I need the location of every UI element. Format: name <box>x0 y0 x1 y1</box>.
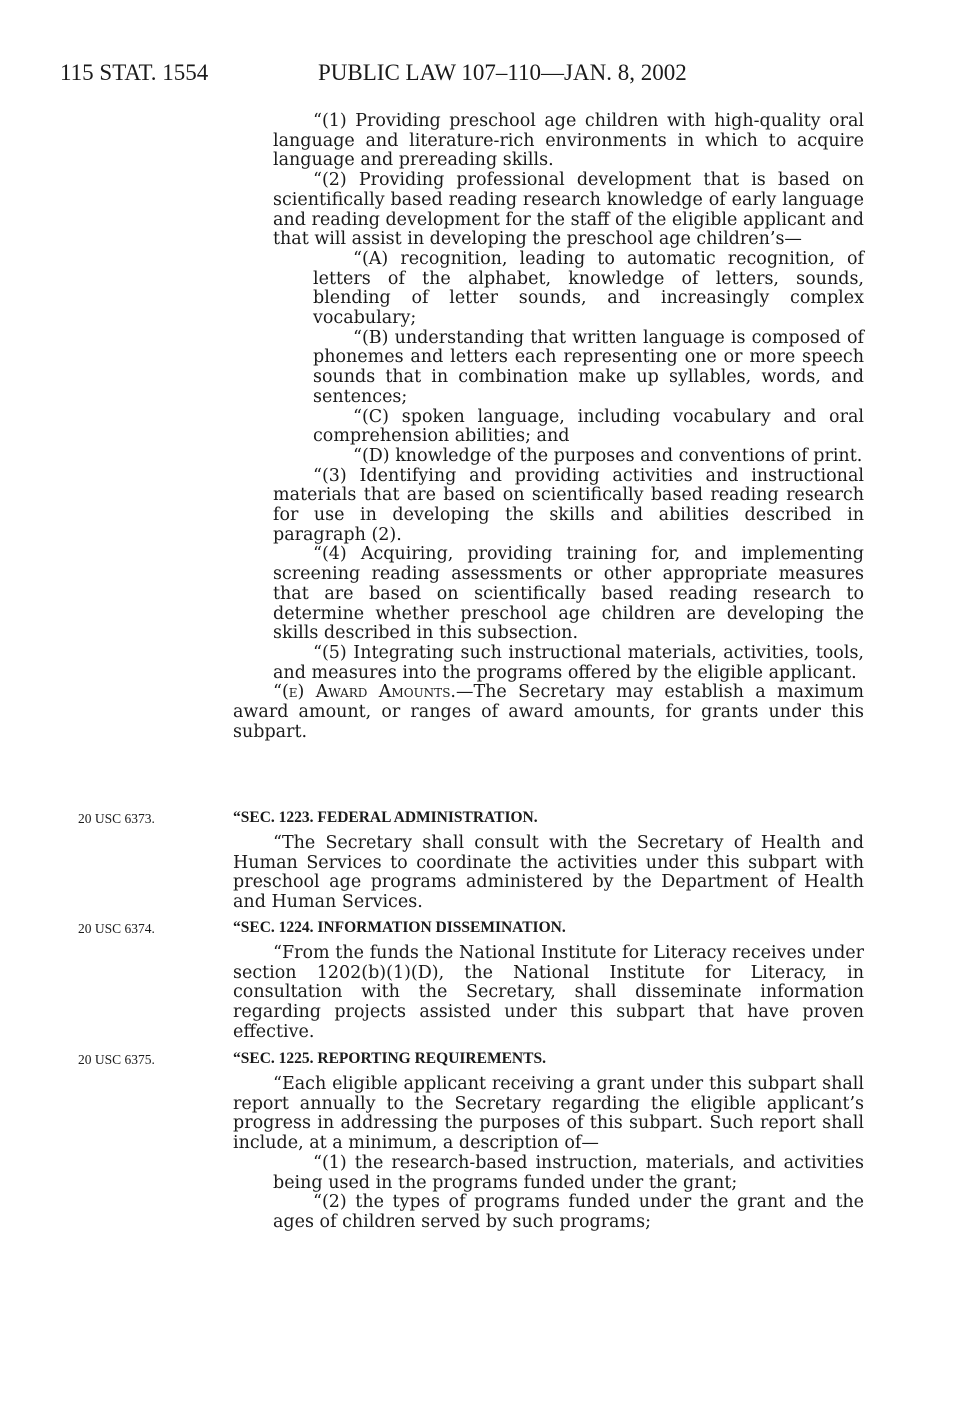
section-1225-item-2: “(2) the types of programs funded under the grant and the ages of children served by such programs; <box>273 1192 864 1232</box>
paragraph-2: “(2) Providing professional development that is based on scientifically based reading research knowledge of early language and reading development for the staff of the eligible applicant and that will assist in developing the preschool age children’s— <box>273 170 864 250</box>
usc-note-6373: 20 USC 6373. <box>78 811 155 826</box>
paragraph-5: “(5) Integrating such instructional materials, activities, tools, and measures into the programs offered by the eligible applicant. <box>273 642 864 683</box>
subparagraph-c: “(C) spoken language, including vocabulary and oral comprehension abilities; and <box>313 406 864 447</box>
subparagraph-a: “(A) recognition, leading to automatic recognition, of letters of the alphabet, knowledge of letters, sounds, blending of letter sounds, and increasingly complex vocabulary; <box>313 248 864 329</box>
section-1225-body <box>233 1075 864 1233</box>
section-1224-text: “From the funds the National Institute for Literacy receives under section 1202(b)(1)(D), the National Institute for Literacy, in consultation with the Secretary, shall disseminate information regarding projects assisted under this subpart that have proven effective. <box>233 943 864 1042</box>
subparagraph-b: “(B) understanding that written language is composed of phonemes and letters each representing one or more speech sounds that in combination make up syllables, words, and sentences; <box>313 327 864 407</box>
paragraph-4: “(4) Acquiring, providing training for, and implementing screening reading assessments or other appropriate measures that are based on scientifically based reading research to determine whether preschool age children are developing the skills described in this subsection. <box>273 544 864 644</box>
subsection-d-activities <box>233 112 864 743</box>
section-1224-heading: “SEC. 1224. INFORMATION DISSEMINATION. <box>233 919 566 936</box>
section-1225-item-1: “(1) the research-based instruction, materials, and activities being used in the programs funded under the grant; <box>273 1152 864 1193</box>
section-1223-body <box>233 834 864 913</box>
subsection-e <box>233 683 864 742</box>
subparagraph-d: “(D) knowledge of the purposes and conventions of print. <box>353 445 863 466</box>
section-1225-heading: “SEC. 1225. REPORTING REQUIREMENTS. <box>233 1050 546 1067</box>
section-1224-body <box>233 944 864 1043</box>
subsection-e-text: —The Secretary may establish a maximum award amount, or ranges of award amounts, for grants under this subpart. <box>233 682 864 742</box>
page-header <box>60 60 897 90</box>
section-1223-heading: “SEC. 1223. FEDERAL ADMINISTRATION. <box>233 809 538 826</box>
paragraph-3: “(3) Identifying and providing activities and instructional materials that are based on scientifically based reading research for use in developing the skills and abilities described in paragraph (2). <box>273 465 864 545</box>
stat-citation: 115 STAT. 1554 <box>60 60 209 85</box>
section-1223-text: “The Secretary shall consult with the Secretary of Health and Human Services to coordinate the activities under this subpart with preschool age programs administered by the Department of Health and Human Services. <box>233 833 864 913</box>
section-1225-text: “Each eligible applicant receiving a grant under this subpart shall report annually to the Secretary regarding the eligible applicant’s progress in addressing the purposes of this subpart. Such report shall include, at a minimum, a description of— <box>233 1074 864 1154</box>
public-law-title: PUBLIC LAW 107–110—JAN. 8, 2002 <box>318 60 687 85</box>
usc-note-6374: 20 USC 6374. <box>78 921 155 936</box>
paragraph-1: “(1) Providing preschool age children with high-quality oral language and literature-rich environments in which to acquire language and prereading skills. <box>273 111 864 171</box>
usc-note-6375: 20 USC 6375. <box>78 1052 155 1067</box>
subsection-e-label: “(e) Award Amounts. <box>273 682 456 703</box>
